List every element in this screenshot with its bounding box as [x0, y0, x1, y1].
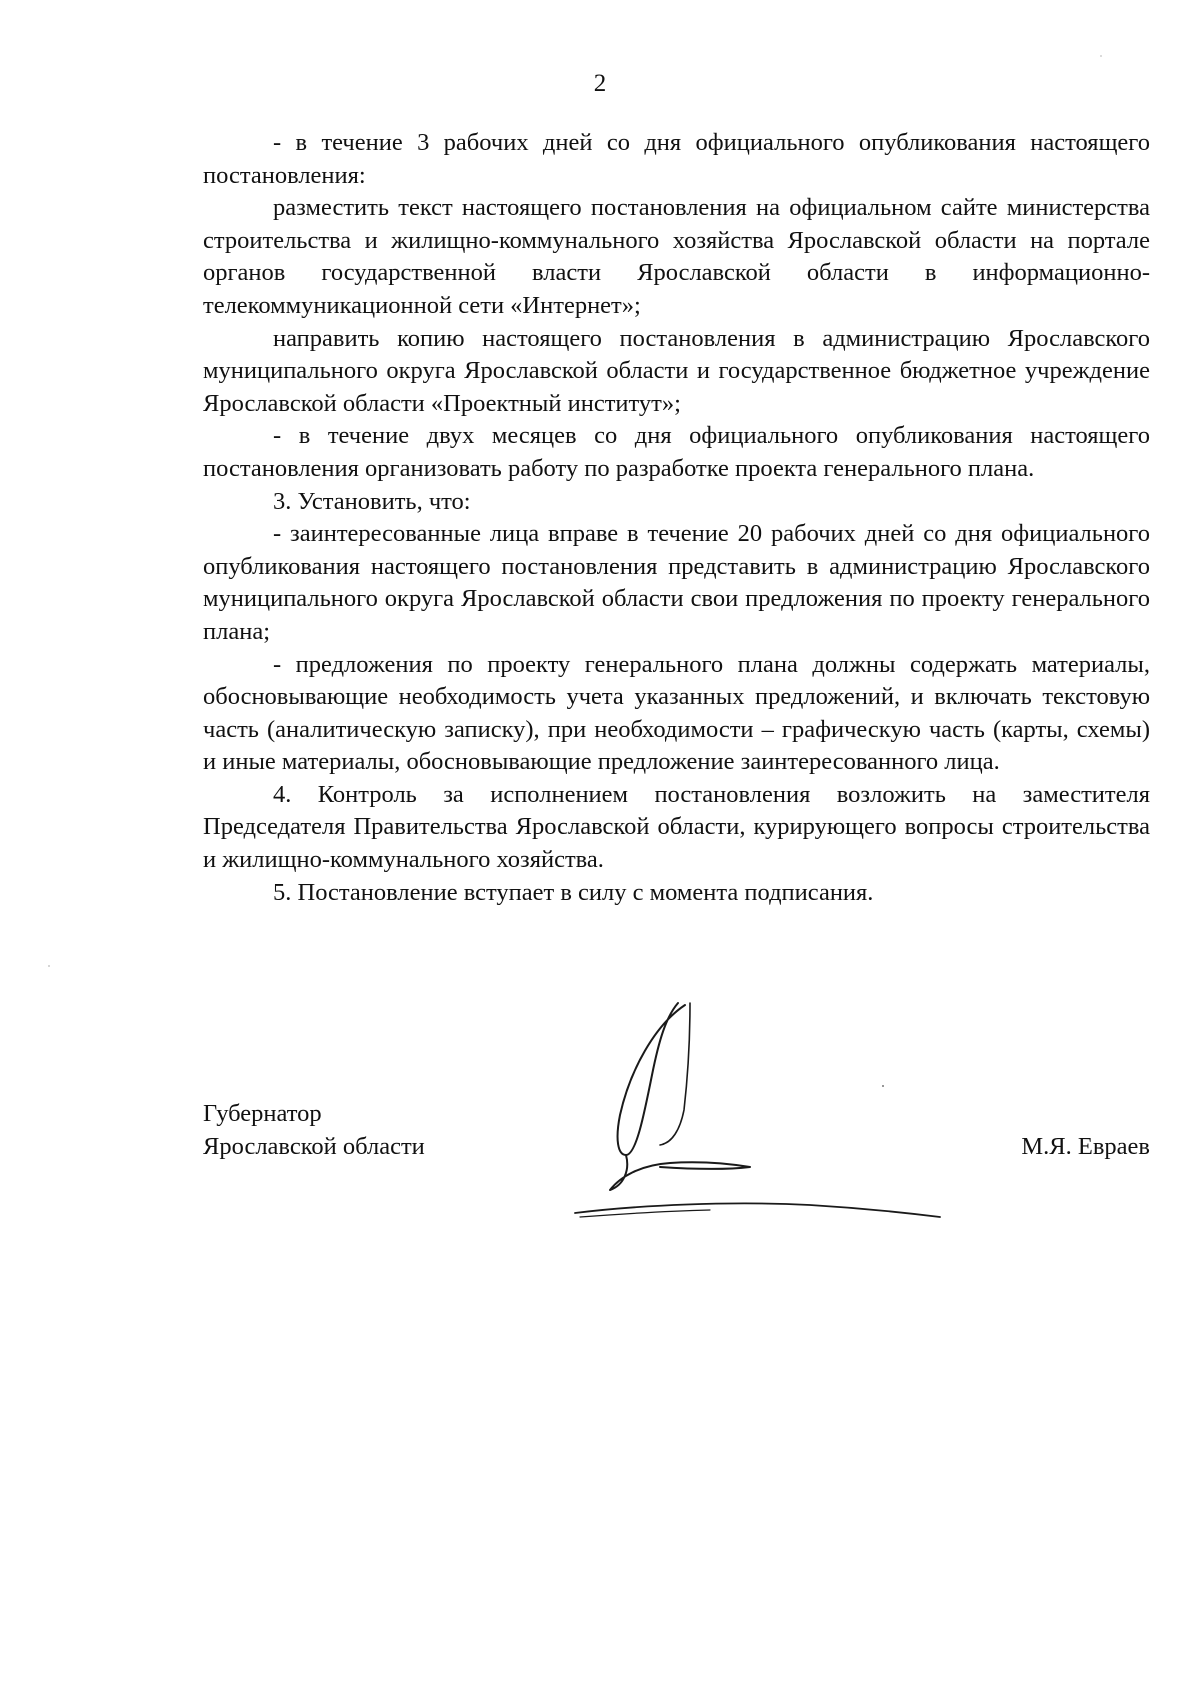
paragraph-post-on-website: разместить текст настоящего постановления на официальном сайте министерства строительства и жилищно-коммунального хозяйства Ярославской области на портале органов государственной власти Ярославской области в информационно-телекоммуникационной сети «Интернет»; [203, 194, 1150, 319]
signer-position [203, 1098, 425, 1163]
handwritten-signature [560, 995, 980, 1225]
page-number: 2 [593, 70, 607, 97]
paragraph-item-3: 3. Установить, что: [273, 487, 471, 515]
scan-speck [48, 965, 50, 967]
paragraph-proposals-content: - предложения по проекту генерального плана должны содержать материалы, обосновывающие необходимость учета указанных предложений, и включать текстовую часть (аналитическую записку), при необходимости – графическую часть (карты, схемы) и иные материалы, обосновывающие предложение заинтересованного лица. [203, 650, 1150, 776]
scan-speck [882, 1085, 884, 1087]
scan-speck [1100, 55, 1102, 57]
paragraph-item-5: 5. Постановление вступает в силу с момента подписания. [273, 878, 874, 906]
signer-region: Ярославской области [203, 1132, 425, 1160]
paragraph-proposals-deadline: - заинтересованные лица вправе в течение 20 рабочих дней со дня официального опубликования настоящего постановления представить в администрацию Ярославского муниципального округа Ярославской области свои предложения по проекту генерального плана; [203, 520, 1150, 645]
paragraph-item-4: 4. Контроль за исполнением постановления возложить на заместителя Председателя Правительства Ярославской области, курирующего вопросы строительства и жилищно-коммунального хозяйства. [203, 780, 1150, 874]
document-body [203, 127, 1150, 909]
signer-title: Губернатор [203, 1100, 322, 1127]
signer-name: М.Я. Евраев [1021, 1132, 1150, 1160]
paragraph-organize-work: - в течение двух месяцев со дня официального опубликования настоящего постановления организовать работу по разработке проекта генерального плана. [203, 422, 1150, 482]
paragraph-send-copy: направить копию настоящего постановления в администрацию Ярославского муниципального округа Ярославской области и государственное бюджетное учреждение Ярославской области «Проектный институт»; [203, 324, 1150, 417]
paragraph-publication-deadline: - в течение 3 рабочих дней со дня официального опубликования настоящего постановления: [203, 129, 1150, 189]
